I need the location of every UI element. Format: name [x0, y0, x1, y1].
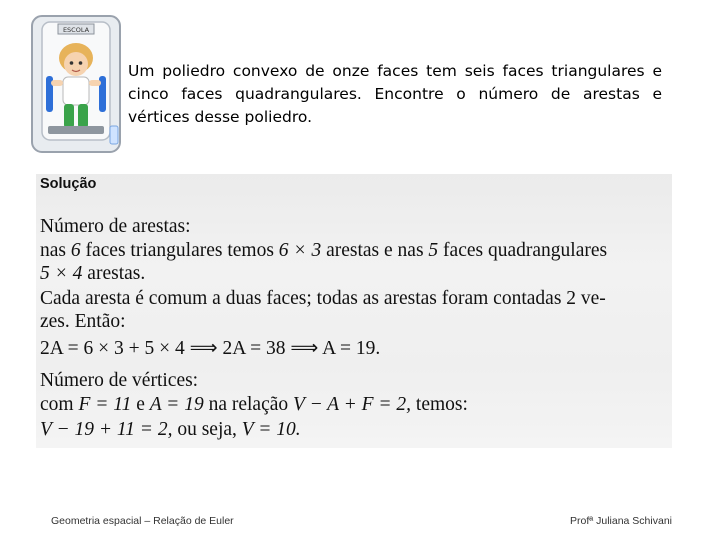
- solution-scan: [36, 174, 672, 448]
- solution-line-2: 5 × 4 arestas.: [40, 263, 146, 284]
- solution-line-1: nas 6 faces triangulares temos 6 × 3 arestas e nas 5 faces quadrangulares: [40, 240, 608, 261]
- footer-author: Profª Juliana Schivani: [570, 515, 672, 527]
- vertices-heading: Número de vértices:: [40, 370, 199, 391]
- solution-title: Solução: [40, 176, 97, 192]
- equation-arestas: 2A = 6 × 3 + 5 × 4 ⟹ 2A = 38 ⟹ A = 19.: [40, 338, 381, 359]
- solution-line-4: zes. Então:: [40, 311, 126, 332]
- question-text: Um poliedro convexo de onze faces tem seis faces triangulares e cinco faces quadrangulares. Encontre o número de arestas e vértices desse poliedro.: [128, 62, 662, 126]
- arestas-heading: Número de arestas:: [40, 216, 191, 237]
- footer-course-title: Geometria espacial – Relação de Euler: [51, 515, 234, 527]
- solution-line-3: Cada aresta é comum a duas faces; todas as arestas foram contadas 2 ve-: [40, 288, 606, 309]
- clipart-sign: ESCOLA: [62, 26, 90, 34]
- student-clipart-icon: [28, 14, 124, 156]
- solution-line-7: V − 19 + 11 = 2, ou seja, V = 10.: [40, 419, 301, 440]
- solution-line-6: com F = 11 e A = 19 na relação V − A + F = 2, temos:: [40, 394, 468, 415]
- bleed-through-text: [336, 180, 340, 197]
